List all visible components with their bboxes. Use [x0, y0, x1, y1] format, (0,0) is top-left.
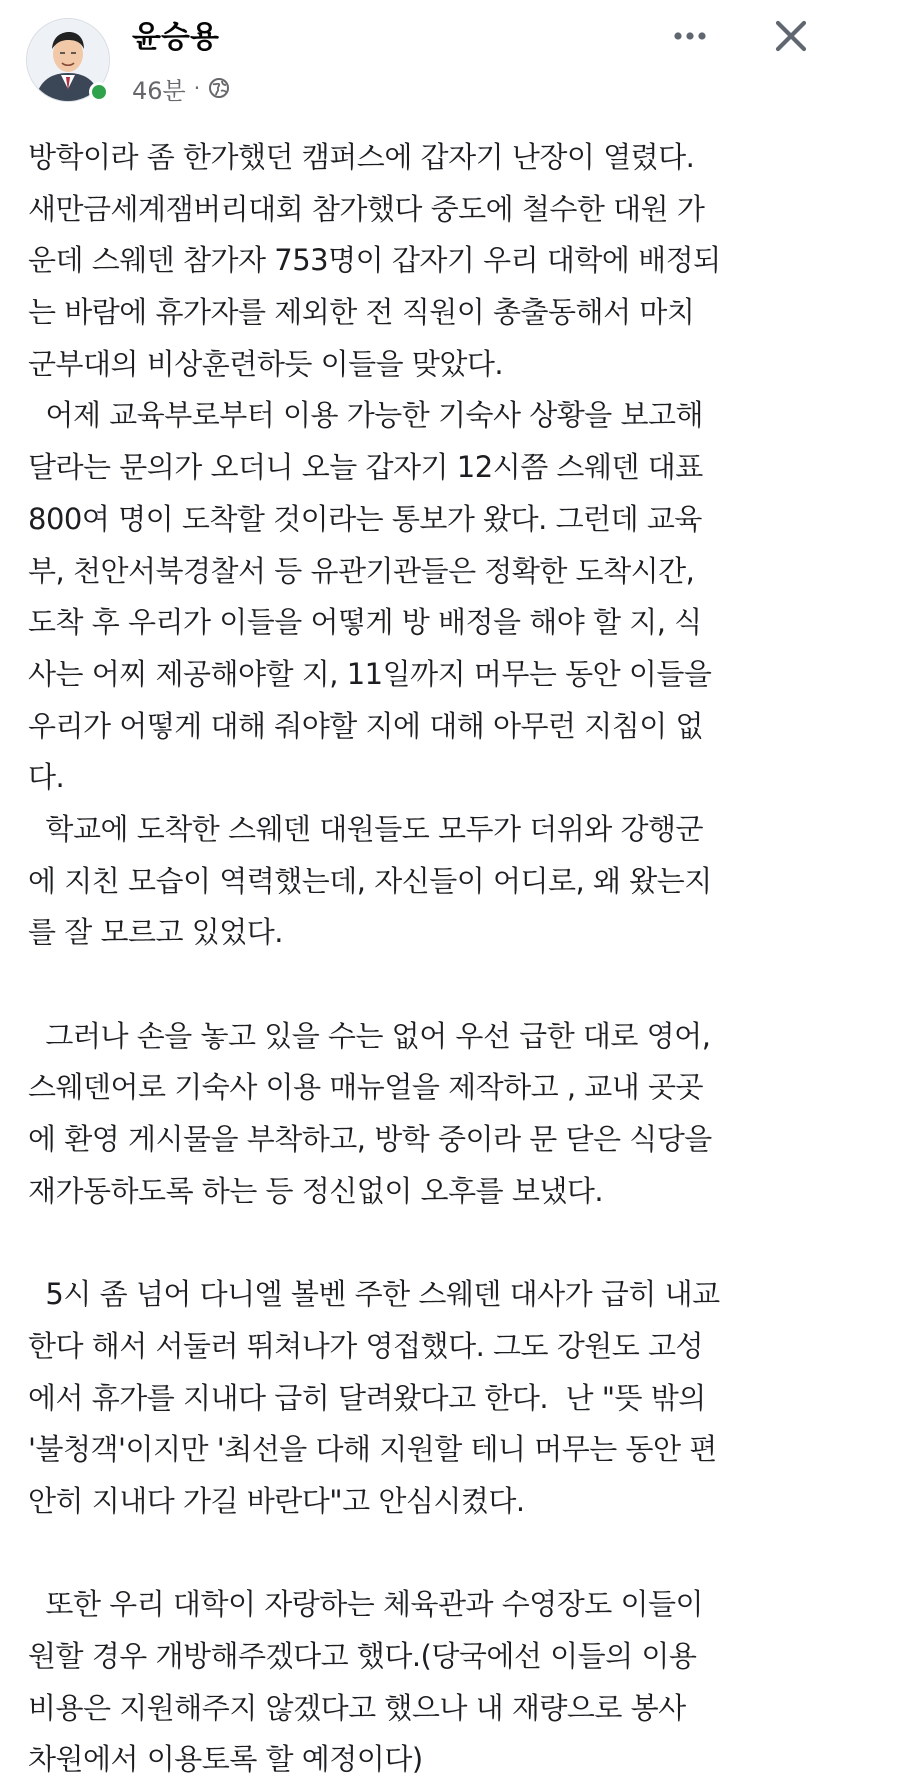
post-text-line: 우리가 어떻게 대해 줘야할 지에 대해 아무런 지침이 없 [28, 708, 704, 743]
post-text-line: 안히 지내다 가길 바란다"고 안심시켰다. [28, 1483, 525, 1518]
post-text-line: 새만금세계잼버리대회 참가했다 중도에 철수한 대원 가 [28, 191, 705, 226]
paragraph-spacer [28, 959, 878, 1011]
more-dots-icon [670, 31, 710, 41]
post-text-line: 방학이라 좀 한가했던 캠퍼스에 갑자기 난장이 열렸다. [28, 140, 695, 174]
post-header [0, 0, 900, 115]
post-text-line: 5시 좀 넘어 다니엘 볼벤 주한 스웨덴 대사가 급히 내교 [28, 1277, 720, 1312]
post-text-line: 달라는 문의가 오더니 오늘 갑자기 12시쯤 스웨덴 대표 [28, 450, 703, 485]
post-text-line: 차원에서 이용토록 할 예정이다) [28, 1742, 423, 1777]
post-text-line: 다. [28, 760, 65, 795]
post-text-line: 운데 스웨덴 참가자 753명이 갑자기 우리 대학에 배정되 [28, 243, 721, 278]
post-text-line: 에 지친 모습이 역력했는데, 자신들이 어디로, 왜 왔는지 [28, 863, 712, 898]
post-text-line: 도착 후 우리가 이들을 어떻게 방 배정을 해야 할 지, 식 [28, 605, 702, 640]
online-status-dot [89, 82, 109, 102]
post-text-line: 군부대의 비상훈련하듯 이들을 맞았다. [28, 346, 504, 381]
post-text-line: 부, 천안서북경찰서 등 유관기관들은 정확한 도착시간, [28, 553, 695, 588]
post-time[interactable]: 46분 [132, 76, 186, 105]
post-text-line: 에서 휴가를 지내다 급히 달려왔다고 한다. 난 "뜻 밖의 [28, 1380, 706, 1415]
post-text-line: 어제 교육부로부터 이용 가능한 기숙사 상황을 보고해 [28, 398, 704, 433]
post-meta [132, 74, 230, 105]
post-text-line: 학교에 도착한 스웨덴 대원들도 모두가 더위와 강행군 [28, 811, 704, 846]
post-text-line: 스웨덴어로 기숙사 이용 매뉴얼을 제작하고 , 교내 곳곳 [28, 1070, 704, 1105]
post-text-line: 사는 어찌 제공해야할 지, 11일까지 머무는 동안 이들을 [28, 656, 712, 691]
post-text-line: 를 잘 모르고 있었다. [28, 915, 283, 950]
meta-separator: · [193, 76, 201, 100]
post-text-line: 그러나 손을 놓고 있을 수는 없어 우선 급한 대로 영어, [28, 1018, 711, 1053]
more-options-button[interactable] [660, 18, 720, 54]
author-name[interactable]: 윤승용 [132, 20, 219, 55]
post-text-line: 는 바람에 휴가자를 제외한 전 직원이 총출동해서 마치 [28, 295, 695, 330]
post-text-line: 비용은 지원해주지 않겠다고 했으나 내 재량으로 봉사 [28, 1690, 686, 1725]
globe-icon [208, 77, 230, 99]
paragraph-spacer [28, 1528, 878, 1580]
post-text [28, 132, 878, 1786]
post-text-line: 800여 명이 도착할 것이라는 통보가 왔다. 그런데 교육 [28, 501, 702, 536]
close-icon [774, 19, 808, 53]
post-text-line: 에 환영 게시물을 부착하고, 방학 중이라 문 닫은 식당을 [28, 1122, 712, 1157]
post-text-line: 재가동하도록 하는 등 정신없이 오후를 보냈다. [28, 1173, 604, 1208]
post-text-line: 원할 경우 개방해주겠다고 했다.(당국에선 이들의 이용 [28, 1638, 697, 1673]
paragraph-spacer [28, 1217, 878, 1269]
post-text-line: 한다 해서 서둘러 뛰쳐나가 영접했다. 그도 강원도 고성 [28, 1328, 704, 1363]
post-text-line: '불청객'이지만 '최선을 다해 지원할 테니 머무는 동안 편 [28, 1432, 717, 1467]
close-button[interactable] [765, 12, 817, 60]
post-text-line: 또한 우리 대학이 자랑하는 체육관과 수영장도 이들이 [28, 1587, 704, 1622]
